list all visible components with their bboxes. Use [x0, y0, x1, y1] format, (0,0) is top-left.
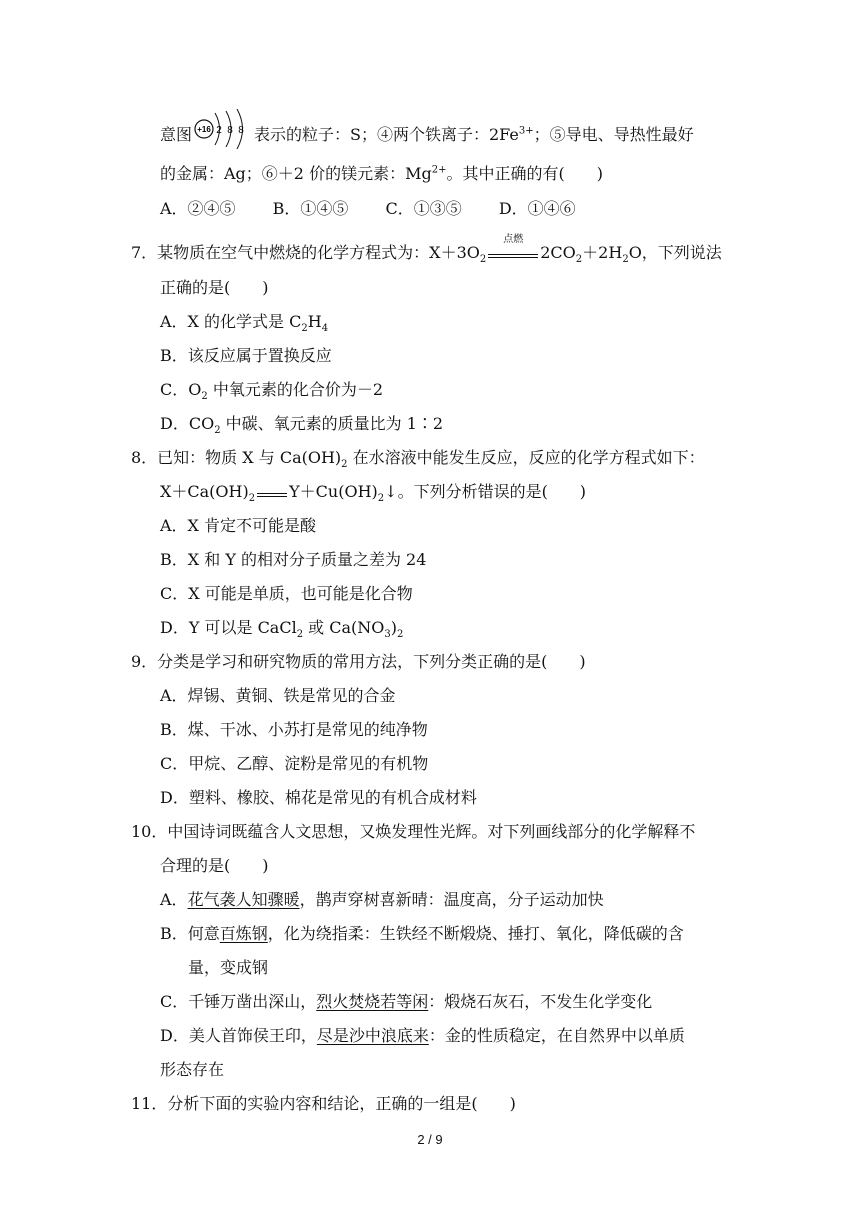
q7-option-a: A．X 的化学式是 $C_2H_4$ — [160, 312, 329, 335]
q8-option-b: B．X 和 Y 的相对分子质量之差为 24 — [160, 550, 427, 569]
q11-stem: 11．分析下面的实验内容和结论，正确的一组是( ) — [131, 1094, 516, 1113]
q9-option-d: D．塑料、橡胶、棉花是常见的有机合成材料 — [160, 788, 477, 807]
q8-option-a: A．X 肯定不可能是酸 — [160, 516, 317, 535]
q8-equation: $X+Ca(OH)_2$ $Y+Cu(OH)_2↓$。下列分析错误的是( ) — [160, 482, 587, 505]
atom-shell-1: 2 — [216, 125, 222, 136]
q10-stem-line2: 合理的是( ) — [160, 856, 269, 875]
q6-text-b: 表示的粒子：S；④两个铁离子：2Fe — [254, 125, 519, 144]
q7-stem-line2: 正确的是( ) — [160, 278, 269, 297]
q6-line1: 意图 +16 2 8 8 表示的粒子：S；④两个铁离子：$2Fe^{3+}$；⑤导电、导热性最好 — [160, 112, 694, 159]
q10-option-c: C．千锤万凿出深山，烈火焚烧若等闲：煅烧石灰石，不发生化学变化 — [160, 992, 653, 1011]
q6-options: A．②④⑤ B．①④⑤ C．①③⑤ D．①④⑥ — [160, 199, 576, 218]
q10-option-b-line2: 量，变成钢 — [188, 958, 269, 977]
underlined-phrase: 尽是沙中浪底来 — [316, 1026, 429, 1045]
q8-option-c: C．X 可能是单质，也可能是化合物 — [160, 584, 413, 603]
underlined-phrase: 烈火焚烧若等闲 — [316, 992, 429, 1011]
underlined-phrase: 百炼钢 — [219, 924, 268, 943]
reaction-arrow — [487, 233, 539, 264]
underlined-phrase: 花气袭人知骤暖 — [187, 890, 300, 909]
q9-option-a: A．焊锡、黄铜、铁是常见的合金 — [160, 686, 396, 705]
reaction-equals — [256, 483, 288, 503]
q6-line2: 的金属：Ag；⑥＋2 价的镁元素：$Mg^{2+}$。其中正确的有( ) — [160, 164, 603, 183]
q7-stem: 7．某物质在空气中燃烧的化学方程式为：$X+3O_2$ 点燃 $2CO_2+2H_2O$，下列说法 — [131, 233, 722, 266]
atom-shell-3: 8 — [238, 125, 244, 136]
q10-stem: 10．中国诗词既蕴含人文思想，又焕发理性光辉。对下列画线部分的化学解释不 — [131, 822, 696, 841]
q9-option-c: C．甲烷、乙醇、淀粉是常见的有机物 — [160, 754, 429, 773]
atom-shell-2: 8 — [227, 125, 233, 136]
q8-option-d: D．Y 可以是 CaCl$_2$ 或 $Ca(NO_3)_2$ — [160, 618, 404, 641]
q9-stem: 9．分类是学习和研究物质的常用方法，下列分类正确的是( ) — [131, 652, 586, 671]
q9-option-b: B．煤、干冰、小苏打是常见的纯净物 — [160, 720, 428, 739]
q7-option-d: D．$CO_2$ 中碳、氧元素的质量比为 1∶2 — [160, 414, 444, 437]
q7-option-c: C．$O_2$ 中氧元素的化合价为－2 — [160, 380, 384, 403]
q10-option-a: A．花气袭人知骤暖，鹊声穿树喜新晴：温度高，分子运动加快 — [160, 890, 604, 909]
q10-option-b: B．何意百炼钢，化为绕指柔：生铁经不断煅烧、捶打、氧化，降低碳的含 — [160, 924, 684, 943]
reaction-condition: 点燃 — [503, 233, 524, 245]
q10-option-d: D．美人首饰侯王印，尽是沙中浪底来：金的性质稳定，在自然界中以单质 — [160, 1026, 685, 1045]
q6-text-a: 意图 — [160, 125, 193, 144]
q8-stem: 8．已知：物质 X 与 $Ca(OH)_2$ 在水溶液中能发生反应，反应的化学方程式如下： — [131, 448, 705, 471]
page-number: 2 / 9 — [417, 1132, 443, 1147]
q6-text-c: ；⑤导电、导热性最好 — [533, 125, 694, 144]
atom-nucleus-label: +16 — [197, 125, 211, 134]
q7-option-b: B．该反应属于置换反应 — [160, 346, 332, 365]
atom-structure-diagram — [194, 109, 252, 156]
q10-option-d-line2: 形态存在 — [160, 1060, 225, 1079]
